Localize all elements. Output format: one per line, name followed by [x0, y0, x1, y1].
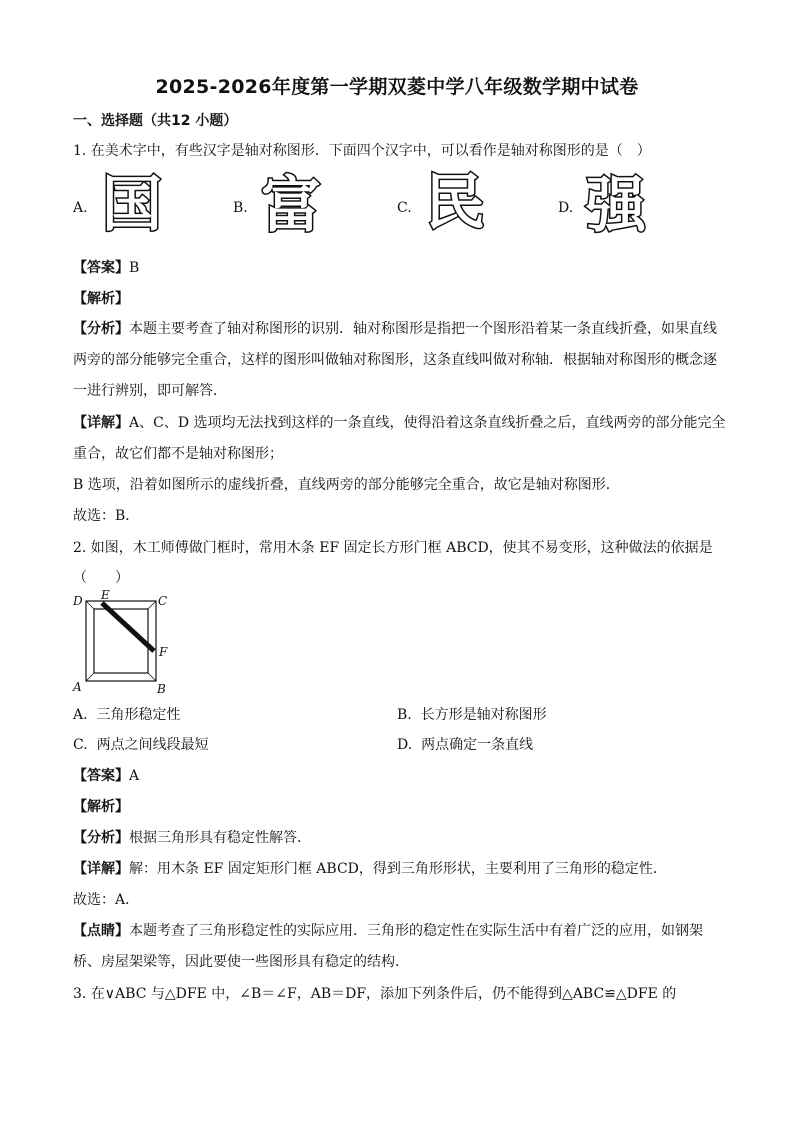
- q1-analysis-tag: 【解析】: [73, 291, 129, 307]
- q1-option-b-letter: B.: [233, 200, 248, 216]
- label-f: F: [159, 645, 168, 659]
- q1-choose: 故选：B．: [73, 508, 140, 524]
- option-letter: A.: [73, 707, 88, 723]
- option-letter: B.: [397, 707, 412, 723]
- option-text: 三角形稳定性: [96, 707, 181, 723]
- corner-line: [86, 601, 94, 609]
- q2-fenxi: [73, 827, 311, 847]
- q2-option-b: [397, 704, 547, 724]
- q2-option-c: [73, 734, 209, 754]
- fenxi-text: 本题主要考查了轴对称图形的识别．轴对称图形是指把一个图形沿着某一条直线折叠，如果直线: [129, 321, 717, 337]
- answer-value: B: [129, 260, 140, 276]
- q1-xiangjie-2: 重合，故它们都不是轴对称图形；: [73, 446, 283, 462]
- q2-option-a: [73, 704, 180, 724]
- page-title: 2025-2026年度第一学期双菱中学八年级数学期中试卷: [155, 76, 639, 98]
- answer-value: A: [129, 768, 140, 784]
- corner-line: [148, 673, 156, 681]
- q2-stem-1: 2. 如图，木工师傅做门框时，常用木条 EF 固定长方形门框 ABCD，使其不易变形，这种做法的依据是: [73, 540, 713, 556]
- wooden-strip-ef: [102, 603, 154, 651]
- q2-answer: [73, 765, 139, 785]
- label-c: C: [158, 594, 168, 608]
- option-letter: D.: [397, 737, 413, 753]
- q1-xiangjie-1: [73, 412, 726, 432]
- q1-option-d-letter: D.: [558, 200, 574, 216]
- q1-option-c-char: 民: [425, 168, 485, 238]
- q1-stem: 1. 在美术字中，有些汉字是轴对称图形．下面四个汉字中，可以看作是轴对称图形的是（ ）: [73, 143, 651, 159]
- option-text: 两点确定一条直线: [421, 737, 534, 753]
- q1-option-d-char: 强: [586, 171, 646, 241]
- q1-answer: [73, 257, 139, 277]
- fenxi-tag: 【分析】: [73, 830, 129, 846]
- q2-dianjing-1: [73, 920, 703, 940]
- q1-fenxi-1: [73, 318, 717, 338]
- fenxi-text: 根据三角形具有稳定性解答．: [129, 830, 311, 846]
- label-b: B: [157, 682, 166, 696]
- q3-stem: 3. 在∨ABC 与△DFE 中，∠B＝∠F，AB＝DF，添加下列条件后，仍不能得到△ABC≌△DFE 的: [73, 986, 677, 1002]
- answer-tag: 【答案】: [73, 260, 129, 276]
- answer-tag: 【答案】: [73, 768, 129, 784]
- corner-line: [86, 673, 94, 681]
- q2-analysis-tag: 【解析】: [73, 799, 129, 815]
- q2-dianjing-2: 桥、房屋架梁等，因此要使一些图形具有稳定的结构．: [73, 954, 409, 970]
- q1-fenxi-2: 两旁的部分能够完全重合，这样的图形叫做轴对称图形，这条直线叫做对称轴．根据轴对称图形的概念逐: [73, 352, 717, 368]
- fenxi-tag: 【分析】: [73, 321, 129, 337]
- option-text: 两点之间线段最短: [96, 737, 209, 753]
- q2-xiangjie: [73, 858, 667, 878]
- q1-option-c-letter: C.: [397, 200, 412, 216]
- xiangjie-tag: 【详解】: [73, 861, 129, 877]
- section-heading: 一、选择题（共12 小题）: [73, 113, 238, 129]
- q1-xiangjie-3: B 选项，沿着如图所示的虚线折叠，直线两旁的部分能够完全重合，故它是轴对称图形．: [73, 477, 620, 493]
- door-frame-figure: [68, 588, 178, 696]
- corner-line: [148, 601, 156, 609]
- xiangjie-text: A、C、D 选项均无法找到这样的一条直线，使得沿着这条直线折叠之后，直线两旁的部分能完全: [129, 415, 726, 431]
- dianjing-text: 本题考查了三角形稳定性的实际应用．三角形的稳定性在实际生活中有着广泛的应用，如钢架: [129, 923, 703, 939]
- label-d: D: [73, 594, 83, 608]
- q1-fenxi-3: 一进行辨别，即可解答．: [73, 383, 227, 399]
- option-letter: C.: [73, 737, 88, 753]
- q2-option-d: [397, 734, 533, 754]
- label-e: E: [101, 588, 110, 602]
- q1-option-a-letter: A.: [73, 200, 88, 216]
- dianjing-tag: 【点睛】: [73, 923, 129, 939]
- label-a: A: [73, 680, 82, 694]
- q1-option-a-char: 国: [102, 170, 162, 240]
- option-text: 长方形是轴对称图形: [420, 707, 547, 723]
- xiangjie-text: 解：用木条 EF 固定矩形门框 ABCD，得到三角形形状，主要利用了三角形的稳定性．: [129, 861, 667, 877]
- q2-stem-2: （ ）: [73, 570, 129, 586]
- q2-choose: 故选：A．: [73, 892, 140, 908]
- q1-option-b-char: 富: [261, 171, 321, 241]
- xiangjie-tag: 【详解】: [73, 415, 129, 431]
